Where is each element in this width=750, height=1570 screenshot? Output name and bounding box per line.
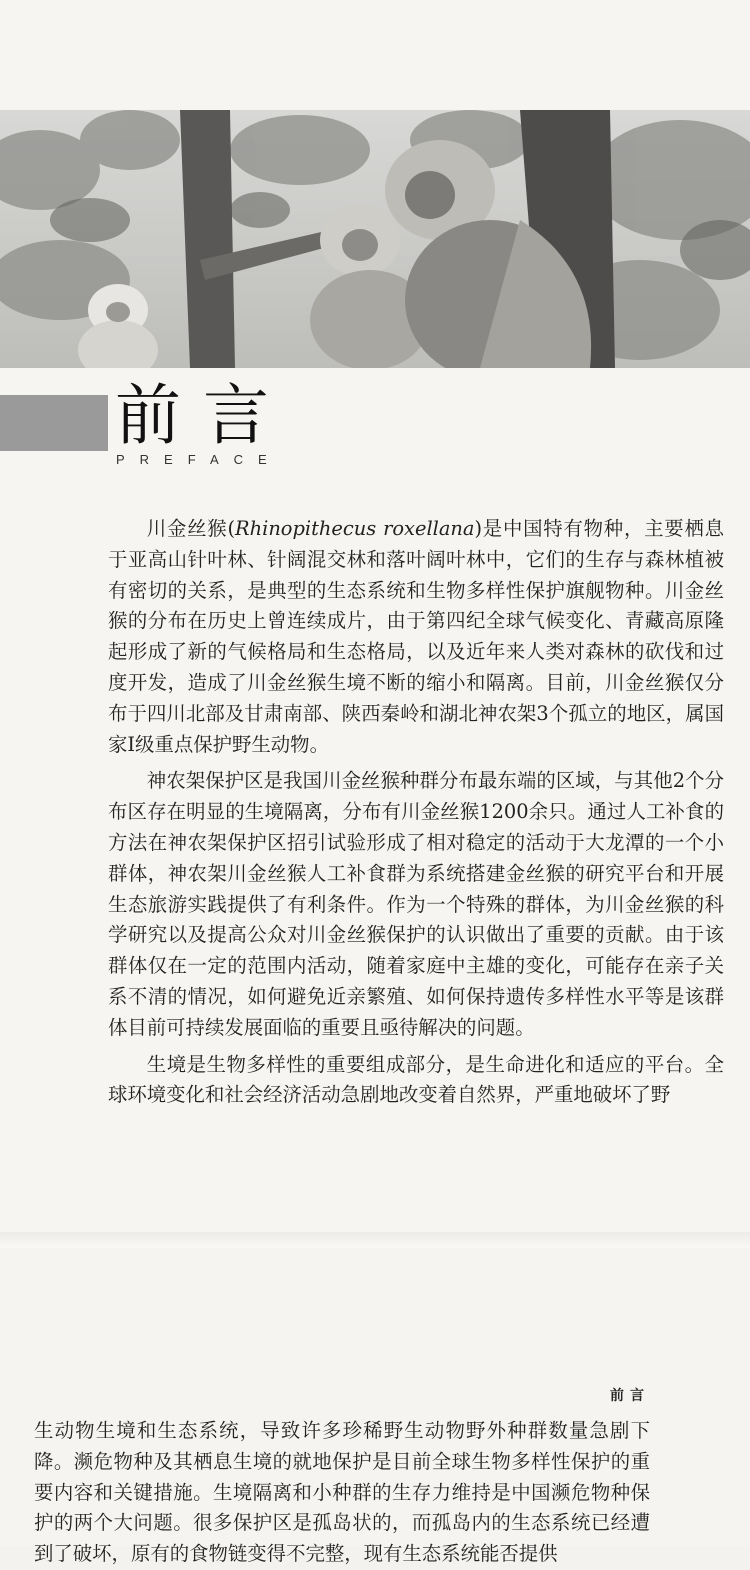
preface-body-continued xyxy=(34,1416,650,1570)
paragraph: 生动物生境和生态系统，导致许多珍稀野生动物野外种群数量急剧下降。濒危物种及其栖息生境的就地保护是目前全球生物多样性保护的重要内容和关键措施。生境隔离和小种群的生存力维持是中国濒危物种保护的两个大问题。很多保护区是孤岛状的，而孤岛内的生态系统已经遭到了破坏，原有的食物链变得不完整，现有生态系统能否提供 xyxy=(34,1419,650,1566)
page-subtitle: PREFACE xyxy=(116,452,282,467)
running-head: 前言 xyxy=(610,1388,650,1404)
title-decor-bar xyxy=(0,395,108,451)
paragraph: 生境是生物多样性的重要组成部分，是生命进化和适应的平台。全球环境变化和社会经济活动急剧地改变着自然界，严重地破坏了野 xyxy=(108,1052,724,1107)
page-gap xyxy=(0,1232,750,1248)
paragraph: 川金丝猴(Rhinopithecus roxellana)是中国特有物种，主要栖息于亚高山针叶林、针阔混交林和落叶阔叶林中，它们的生存与森林植被有密切的关系，是典型的生态系统和生物多样性保护旗舰物种。川金丝猴的分布在历史上曾连续成片，由于第四纪全球气候变化、青藏高原隆起形成了新的气候格局和生态格局，以及近年来人类对森林的砍伐和过度开发，造成了川金丝猴生境不断的缩小和隔离。目前，川金丝猴仅分布于四川北部及甘肃南部、陕西秦岭和湖北神农架3个孤立的地区，属国家I级重点保护野生动物。 xyxy=(108,517,724,756)
banner-photo xyxy=(0,110,750,368)
page-title: 前言 xyxy=(115,377,291,454)
paragraph: 神农架保护区是我国川金丝猴种群分布最东端的区域，与其他2个分布区存在明显的生境隔离，分布有川金丝猴1200余只。通过人工补食的方法在神农架保护区招引试验形成了相对稳定的活动于大龙潭的一个小群体，神农架川金丝猴人工补食群为系统搭建金丝猴的研究平台和开展生态旅游实践提供了有利条件。作为一个特殊的群体，为川金丝猴的科学研究以及提高公众对川金丝猴保护的认识做出了重要的贡献。由于该群体仅在一定的范围内活动，随着家庭中主雄的变化，可能存在亲子关系不清的情况，如何避免近亲繁殖、如何保持遗传多样性水平等是该群体目前可持续发展面临的重要且亟待解决的问题。 xyxy=(108,769,724,1039)
monkey-photo-image xyxy=(0,110,750,368)
preface-body xyxy=(108,514,724,1117)
